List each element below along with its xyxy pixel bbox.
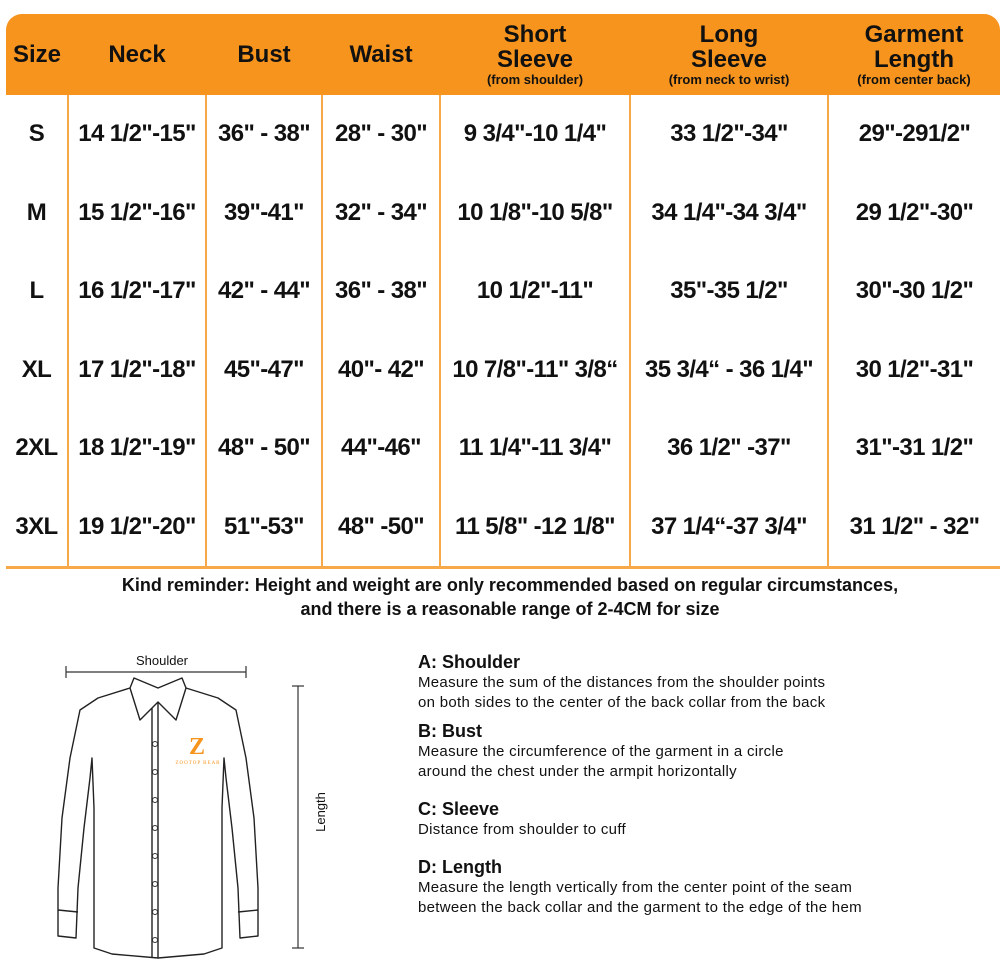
- long-sleeve-cell: 35 3/4“ - 36 1/4": [630, 331, 828, 410]
- definition-line: around the chest under the armpit horizontally: [418, 763, 737, 780]
- waist-cell: 40"- 42": [322, 331, 440, 410]
- size-cell: M: [26, 198, 47, 226]
- long-sleeve-cell: 35"-35 1/2": [630, 252, 828, 331]
- definition-line: between the back collar and the garment to the edge of the hem: [418, 899, 862, 916]
- neck-cell: 18 1/2"-19": [68, 409, 206, 488]
- size-table: [6, 14, 1000, 569]
- garment-length-cell: 30 1/2"-31": [828, 331, 1000, 410]
- length-measure-line: [292, 686, 304, 948]
- definition-line: Measure the length vertically from the center point of the seam: [418, 879, 853, 896]
- short-sleeve-cell: 10 7/8"-11" 3/8“: [440, 331, 630, 410]
- waist-cell: 28" - 30": [322, 95, 440, 174]
- shirt-outline: [58, 678, 258, 958]
- neck-cell: 15 1/2"-16": [68, 174, 206, 253]
- definition-shoulder: [418, 651, 998, 713]
- garment-length-cell: 31"-31 1/2": [828, 409, 1000, 488]
- header-garment-length: Garment Length (from center back): [828, 14, 1000, 95]
- neck-cell: 17 1/2"-18": [68, 331, 206, 410]
- size-cell: 3XL: [6, 488, 68, 568]
- garment-length-cell: 31 1/2" - 32": [828, 488, 1000, 568]
- waist-cell: 36" - 38": [322, 252, 440, 331]
- long-sleeve-cell: 36 1/2" -37": [630, 409, 828, 488]
- measurement-definitions: [418, 651, 998, 925]
- table-row: [6, 331, 1000, 410]
- size-cell: XL: [21, 355, 52, 383]
- short-sleeve-cell: 10 1/2"-11": [440, 252, 630, 331]
- table-row: [6, 95, 1000, 174]
- definition-line: on both sides to the center of the back collar from the back: [418, 694, 826, 711]
- neck-cell: 16 1/2"-17": [68, 252, 206, 331]
- waist-cell: 48" -50": [322, 488, 440, 568]
- header-long-sleeve: Long Sleeve (from neck to wrist): [630, 14, 828, 95]
- garment-length-cell: 30"-30 1/2": [828, 252, 1000, 331]
- shirt-illustration: [40, 648, 360, 966]
- reminder-line-2: and there is a reasonable range of 2-4CM for size: [300, 599, 720, 619]
- bust-cell: 51"-53": [206, 488, 322, 568]
- bust-cell: 48" - 50": [206, 409, 322, 488]
- definition-line: Distance from shoulder to cuff: [418, 821, 626, 838]
- short-sleeve-cell: 9 3/4"-10 1/4": [440, 95, 630, 174]
- bust-cell: 45"-47": [206, 331, 322, 410]
- garment-length-cell: 29"-291/2": [828, 95, 1000, 174]
- definition-title: B: Bust: [418, 721, 482, 741]
- waist-cell: 44"-46": [322, 409, 440, 488]
- garment-length-cell: 29 1/2"-30": [828, 174, 1000, 253]
- header-bust: Bust: [206, 14, 322, 95]
- neck-cell: 14 1/2"-15": [68, 95, 206, 174]
- definition-title: D: Length: [418, 857, 502, 877]
- bust-cell: 36" - 38": [206, 95, 322, 174]
- table-row: [6, 252, 1000, 331]
- waist-cell: 32" - 34": [322, 174, 440, 253]
- reminder-line-1: Kind reminder: Height and weight are only recommended based on regular circumstances,: [121, 575, 899, 595]
- header-waist: Waist: [322, 14, 440, 95]
- kind-reminder: [20, 573, 1000, 621]
- short-sleeve-cell: 11 1/4"-11 3/4": [440, 409, 630, 488]
- bust-cell: 42" - 44": [206, 252, 322, 331]
- size-cell: S: [28, 120, 45, 148]
- table-row: [6, 174, 1000, 253]
- header-short-sleeve: Short Sleeve (from shoulder): [440, 14, 630, 95]
- logo-letter: Z: [188, 734, 206, 760]
- definition-line: Measure the sum of the distances from the shoulder points: [418, 674, 826, 691]
- length-label: Length: [313, 792, 328, 832]
- size-cell: L: [29, 277, 44, 305]
- definition-title: C: Sleeve: [418, 799, 500, 819]
- table-row: [6, 488, 1000, 568]
- definition-sleeve: [418, 798, 998, 840]
- definition-length: [418, 856, 998, 918]
- table-row: [6, 409, 1000, 488]
- header-size: Size: [6, 14, 68, 95]
- shirt-buttons: [153, 742, 158, 943]
- neck-cell: 19 1/2"-20": [68, 488, 206, 568]
- definition-bust: [418, 720, 998, 782]
- long-sleeve-cell: 33 1/2"-34": [630, 95, 828, 174]
- long-sleeve-cell: 34 1/4"-34 3/4": [630, 174, 828, 253]
- long-sleeve-cell: 37 1/4“-37 3/4": [630, 488, 828, 568]
- shoulder-label: Shoulder: [135, 653, 189, 668]
- logo-text: ZOOTOP BEAR: [175, 761, 221, 766]
- definition-title: A: Shoulder: [418, 652, 520, 672]
- short-sleeve-cell: 11 5/8" -12 1/8": [440, 488, 630, 568]
- size-cell: 2XL: [15, 434, 58, 462]
- short-sleeve-cell: 10 1/8"-10 5/8": [440, 174, 630, 253]
- bust-cell: 39"-41": [206, 174, 322, 253]
- size-chart: [6, 14, 1000, 569]
- definition-line: Measure the circumference of the garment in a circle: [418, 743, 784, 760]
- shirt-diagram: [40, 648, 360, 966]
- header-neck: Neck: [68, 14, 206, 95]
- header-row: [6, 14, 1000, 95]
